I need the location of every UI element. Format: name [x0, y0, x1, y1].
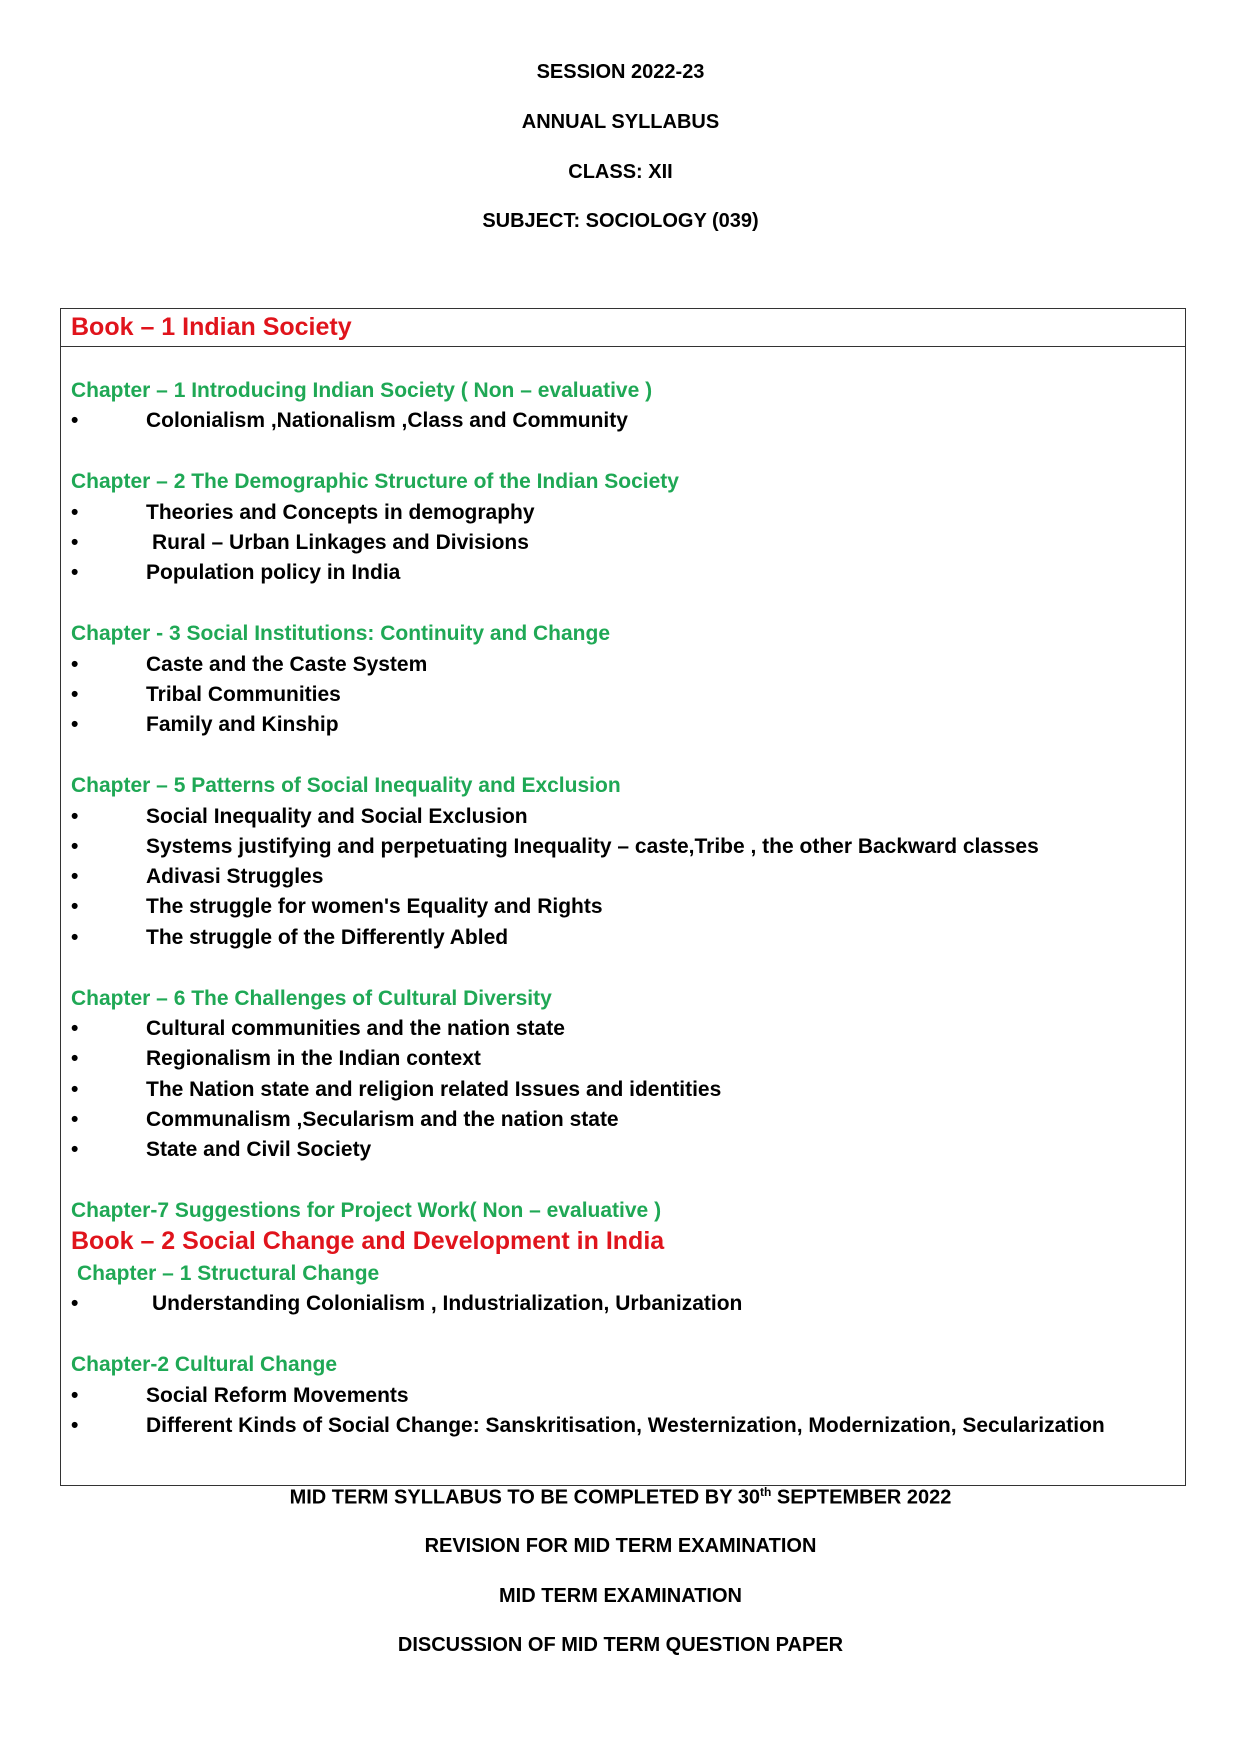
bullet: •: [71, 1292, 79, 1315]
book1-title-row: [61, 309, 1185, 347]
item-text: Caste and the Caste System: [146, 653, 428, 676]
class-heading: CLASS: XII: [568, 161, 673, 183]
annual-syllabus-heading: ANNUAL SYLLABUS: [521, 111, 720, 133]
bullet: •: [71, 1138, 79, 1161]
chapter-6-title: Chapter – 6 The Challenges of Cultural Diversity: [71, 987, 552, 1010]
revision-line: REVISION FOR MID TERM EXAMINATION: [424, 1535, 817, 1557]
book1-title: Book – 1 Indian Society: [71, 313, 352, 341]
bullet: •: [71, 926, 79, 949]
bullet: •: [71, 1078, 79, 1101]
item-text: Tribal Communities: [146, 683, 341, 706]
item-text: Rural – Urban Linkages and Divisions: [152, 531, 529, 554]
bullet: •: [71, 409, 79, 432]
bullet: •: [71, 713, 79, 736]
bullet: •: [71, 865, 79, 888]
book2-chapter-1-title: Chapter – 1 Structural Change: [77, 1262, 380, 1285]
item-text: The struggle of the Differently Abled: [146, 926, 509, 949]
item-text: The Nation state and religion related Issues and identities: [146, 1078, 722, 1101]
bullet: •: [71, 531, 79, 554]
item-text: Understanding Colonialism , Industrialization, Urbanization: [152, 1292, 743, 1315]
bullet: •: [71, 805, 79, 828]
bullet: •: [71, 561, 79, 584]
item-text: Theories and Concepts in demography: [146, 501, 535, 524]
bullet: •: [71, 683, 79, 706]
bullet: •: [71, 1047, 79, 1070]
item-text: Family and Kinship: [146, 713, 339, 736]
item-text: Population policy in India: [146, 561, 401, 584]
item-text: Systems justifying and perpetuating Inequality – caste,Tribe , the other Backward classes: [146, 835, 1039, 858]
item-text: State and Civil Society: [146, 1138, 372, 1161]
item-text: Communalism ,Secularism and the nation state: [146, 1108, 619, 1131]
bullet: •: [71, 1384, 79, 1407]
chapter-7-title: Chapter-7 Suggestions for Project Work( Non – evaluative ): [71, 1199, 662, 1222]
midterm-completion-line: [0, 1485, 1241, 1510]
bullet: •: [71, 1108, 79, 1131]
subject-heading: SUBJECT: SOCIOLOGY (039): [482, 210, 759, 232]
bullet: •: [71, 1414, 79, 1437]
midterm-prefix: MID TERM SYLLABUS TO BE COMPLETED BY 30: [289, 1486, 760, 1509]
item-text: Different Kinds of Social Change: Sanskritisation, Westernization, Modernization, Secularization: [146, 1414, 1105, 1437]
bullet: •: [71, 895, 79, 918]
bullet: •: [71, 501, 79, 524]
item-text: The struggle for women's Equality and Rights: [146, 895, 603, 918]
bullet: •: [71, 1017, 79, 1040]
book2-chapter-2-title: Chapter-2 Cultural Change: [71, 1353, 338, 1376]
exam-line: MID TERM EXAMINATION: [499, 1585, 742, 1607]
chapter-1-title: Chapter – 1 Introducing Indian Society ( Non – evaluative ): [71, 379, 653, 402]
syllabus-table: [60, 308, 1186, 1486]
item-text: Colonialism ,Nationalism ,Class and Community: [146, 409, 628, 432]
midterm-suffix: SEPTEMBER 2022: [771, 1486, 952, 1509]
chapter-3-title: Chapter - 3 Social Institutions: Continuity and Change: [71, 622, 611, 645]
session-heading: SESSION 2022-23: [536, 61, 705, 83]
item-text: Adivasi Struggles: [146, 865, 324, 888]
midterm-sup: th: [760, 1485, 772, 1499]
bullet: •: [71, 835, 79, 858]
item-text: Social Inequality and Social Exclusion: [146, 805, 528, 828]
chapter-2-title: Chapter – 2 The Demographic Structure of the Indian Society: [71, 470, 679, 493]
item-text: Social Reform Movements: [146, 1384, 409, 1407]
bullet: •: [71, 653, 79, 676]
chapter-5-title: Chapter – 5 Patterns of Social Inequality and Exclusion: [71, 774, 621, 797]
item-text: Cultural communities and the nation state: [146, 1017, 565, 1040]
discussion-line: DISCUSSION OF MID TERM QUESTION PAPER: [397, 1634, 844, 1656]
item-text: Regionalism in the Indian context: [146, 1047, 481, 1070]
book2-title: Book – 2 Social Change and Development in India: [71, 1227, 665, 1255]
